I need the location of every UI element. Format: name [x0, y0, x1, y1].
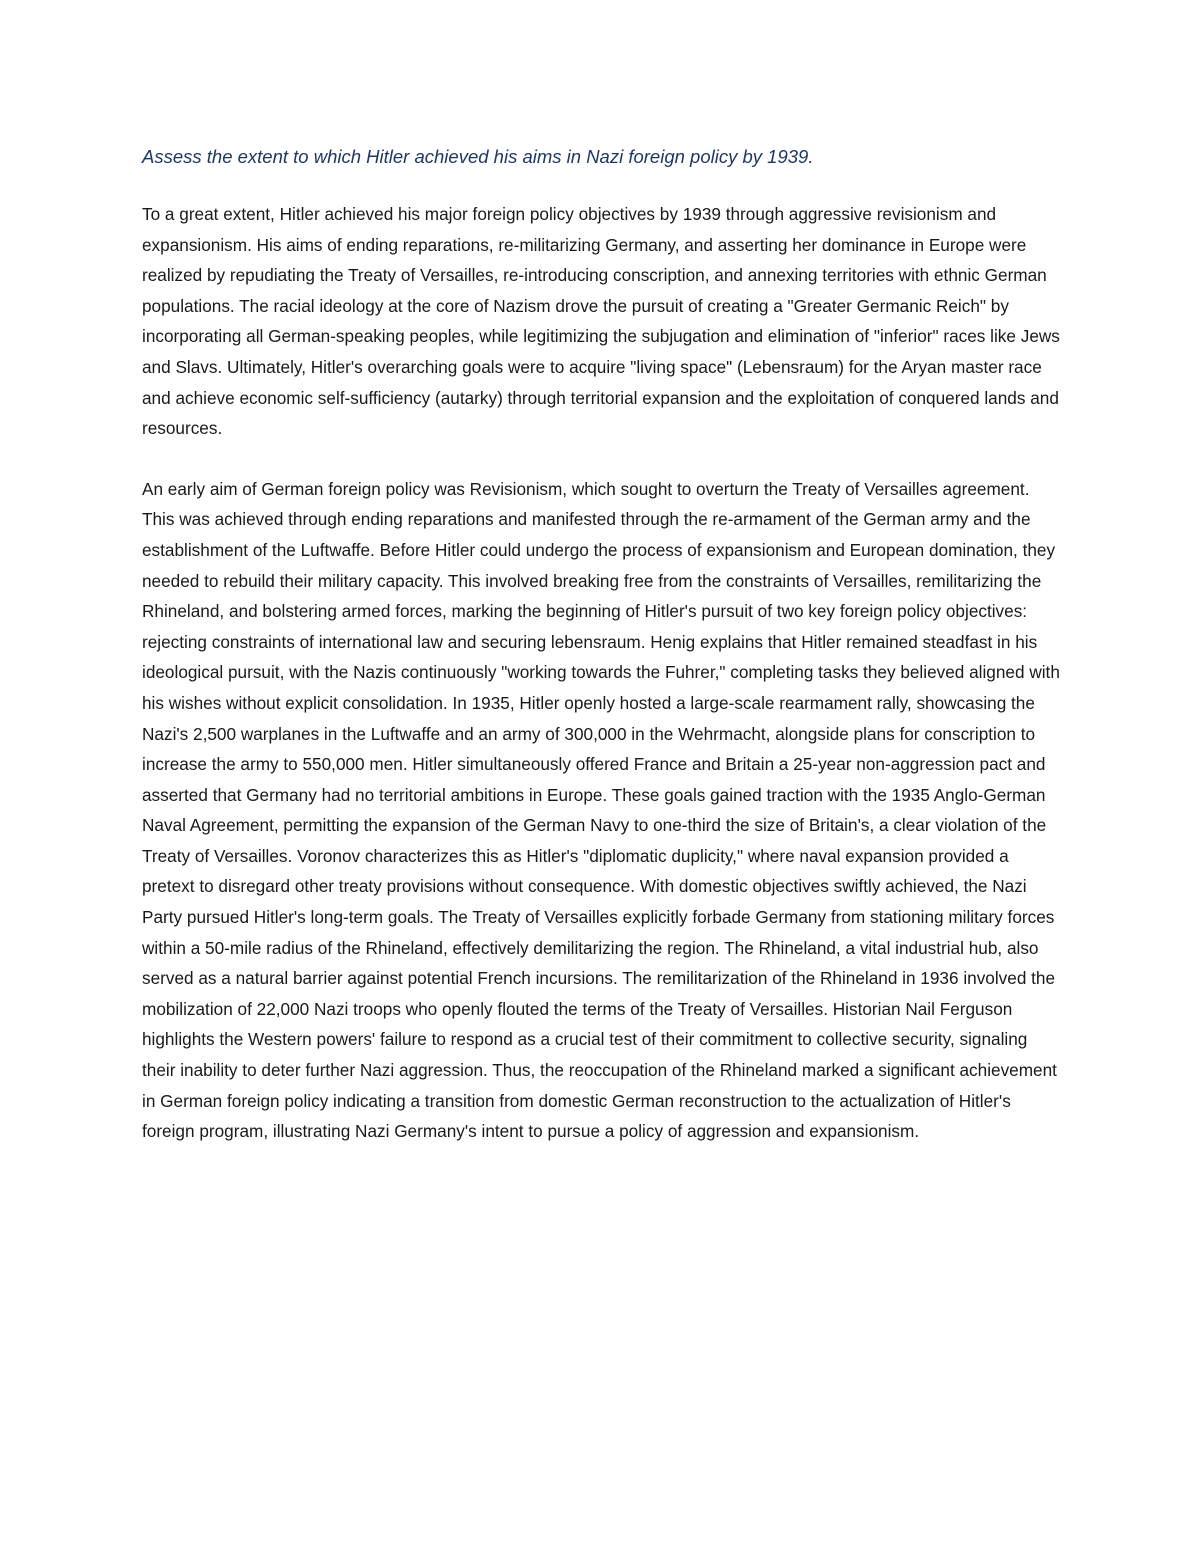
- document-title: Assess the extent to which Hitler achieved his aims in Nazi foreign policy by 1939.: [142, 146, 814, 167]
- paragraph-revisionism: An early aim of German foreign policy was Revisionism, which sought to overturn the Treaty of Versailles agreement. This was achieved through ending reparations and manifested through the re-armament of the German army and the establishment of the Luftwaffe. Before Hitler could undergo the process of expansionism and European domination, they needed to rebuild their military capacity. This involved breaking free from the constraints of Versailles, remilitarizing the Rhineland, and bolstering armed forces, marking the beginning of Hitler's pursuit of two key foreign policy objectives: rejecting constraints of international law and securing lebensraum. Henig explains that Hitler remained steadfast in his ideological pursuit, with the Nazis continuously "working towards the Fuhrer," completing tasks they believed aligned with his wishes without explicit consolidation. In 1935, Hitler openly hosted a large-scale rearmament rally, showcasing the Nazi's 2,500 warplanes in the Luftwaffe and an army of 300,000 in the Wehrmacht, alongside plans for conscription to increase the army to 550,000 men. Hitler simultaneously offered France and Britain a 25-year non-aggression pact and asserted that Germany had no territorial ambitions in Europe. These goals gained traction with the 1935 Anglo-German Naval Agreement, permitting the expansion of the German Navy to one-third the size of Britain's, a clear violation of the Treaty of Versailles. Voronov characterizes this as Hitler's "diplomatic duplicity," where naval expansion provided a pretext to disregard other treaty provisions without consequence. With domestic objectives swiftly achieved, the Nazi Party pursued Hitler's long-term goals. The Treaty of Versailles explicitly forbade Germany from stationing military forces within a 50-mile radius of the Rhineland, effectively demilitarizing the region. The Rhineland, a vital industrial hub, also served as a natural barrier against potential French incursions. The remilitarization of the Rhineland in 1936 involved the mobilization of 22,000 Nazi troops who openly flouted the terms of the Treaty of Versailles. Historian Nail Ferguson highlights the Western powers' failure to respond as a crucial test of their commitment to collective security, signaling their inability to deter further Nazi aggression. Thus, the reoccupation of the Rhineland marked a significant achievement in German foreign policy indicating a transition from domestic German reconstruction to the actualization of Hitler's foreign program, illustrating Nazi Germany's intent to pursue a policy of aggression and expansionism.: [142, 478, 1060, 1142]
- document-body: [142, 142, 1062, 1177]
- paragraph-intro: To a great extent, Hitler achieved his major foreign policy objectives by 1939 through aggressive revisionism and expansionism. His aims of ending reparations, re-militarizing Germany, and asserting her dominance in Europe were realized by repudiating the Treaty of Versailles, re-introducing conscription, and annexing territories with ethnic German populations. The racial ideology at the core of Nazism drove the pursuit of creating a "Greater Germanic Reich" by incorporating all German-speaking peoples, while legitimizing the subjugation and elimination of "inferior" races like Jews and Slavs. Ultimately, Hitler's overarching goals were to acquire "living space" (Lebensraum) for the Aryan master race and achieve economic self-sufficiency (autarky) through territorial expansion and the exploitation of conquered lands and resources.: [142, 204, 1060, 439]
